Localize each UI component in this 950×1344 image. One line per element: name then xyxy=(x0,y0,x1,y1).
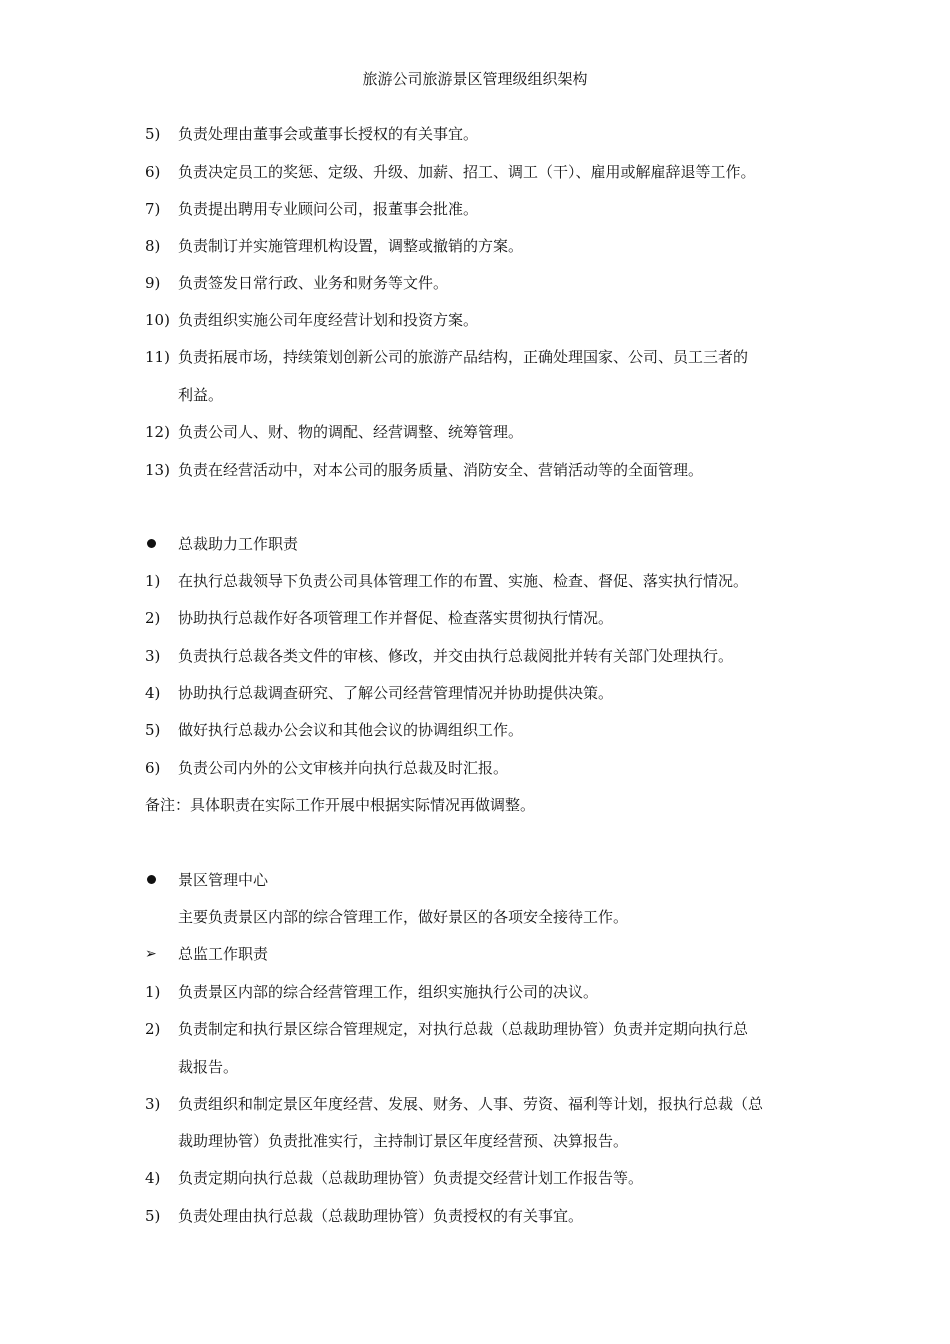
item-text: 负责在经营活动中，对本公司的服务质量、消防安全、营销活动等的全面管理。 xyxy=(178,461,704,479)
heading-text: 景区管理中心 xyxy=(178,871,269,889)
item-text: 负责签发日常行政、业务和财务等文件。 xyxy=(178,274,449,292)
item-number: 1) xyxy=(145,983,161,1001)
heading-text: 总裁助力工作职责 xyxy=(178,535,299,553)
item-text: 做好执行总裁办公会议和其他会议的协调组织工作。 xyxy=(178,721,524,739)
item-text: 协助执行总裁作好各项管理工作并督促、检查落实贯彻执行情况。 xyxy=(178,609,614,627)
item-text: 负责公司人、财、物的调配、经营调整、统筹管理。 xyxy=(178,423,524,441)
item-number: 5) xyxy=(145,125,161,143)
item-text: 负责制订并实施管理机构设置，调整或撤销的方案。 xyxy=(178,237,524,255)
item-continuation: 利益。 xyxy=(178,386,224,404)
item-number: 2) xyxy=(145,1020,161,1038)
item-text: 负责拓展市场，持续策划创新公司的旅游产品结构，正确处理国家、公司、员工三者的 xyxy=(178,348,749,366)
item-text: 负责公司内外的公文审核并向执行总裁及时汇报。 xyxy=(178,759,509,777)
bullet-icon xyxy=(147,875,156,884)
item-number: 8) xyxy=(145,237,161,255)
item-continuation: 裁报告。 xyxy=(178,1058,239,1076)
bullet-icon xyxy=(147,539,156,548)
note-text: 备注：具体职责在实际工作开展中根据实际情况再做调整。 xyxy=(145,796,536,814)
item-text: 负责执行总裁各类文件的审核、修改，并交由执行总裁阅批并转有关部门处理执行。 xyxy=(178,647,734,665)
item-number: 10) xyxy=(145,311,170,329)
item-number: 12) xyxy=(145,423,170,441)
item-number: 5) xyxy=(145,1207,161,1225)
item-text: 负责处理由执行总裁（总裁助理协管）负责授权的有关事宜。 xyxy=(178,1207,584,1225)
item-text: 在执行总裁领导下负责公司具体管理工作的布置、实施、检查、督促、落实执行情况。 xyxy=(178,572,749,590)
item-number: 4) xyxy=(145,684,161,702)
item-number: 9) xyxy=(145,274,161,292)
arrow-bullet-icon: ➢ xyxy=(145,946,157,962)
item-number: 2) xyxy=(145,609,161,627)
item-number: 6) xyxy=(145,163,161,181)
item-text: 负责组织和制定景区年度经营、发展、财务、人事、劳资、福利等计划，报执行总裁（总 xyxy=(178,1095,764,1113)
subheading-text: 总监工作职责 xyxy=(178,945,269,963)
item-number: 7) xyxy=(145,200,161,218)
item-text: 协助执行总裁调查研究、了解公司经营管理情况并协助提供决策。 xyxy=(178,684,614,702)
item-number: 3) xyxy=(145,647,161,665)
item-text: 负责定期向执行总裁（总裁助理协管）负责提交经营计划工作报告等。 xyxy=(178,1169,644,1187)
item-number: 13) xyxy=(145,461,170,479)
page-title: 旅游公司旅游景区管理级组织架构 xyxy=(362,70,588,88)
item-text: 负责景区内部的综合经营管理工作，组织实施执行公司的决议。 xyxy=(178,983,599,1001)
item-text: 负责组织实施公司年度经营计划和投资方案。 xyxy=(178,311,479,329)
item-text: 负责提出聘用专业顾问公司，报董事会批准。 xyxy=(178,200,479,218)
item-number: 3) xyxy=(145,1095,161,1113)
intro-text: 主要负责景区内部的综合管理工作，做好景区的各项安全接待工作。 xyxy=(178,908,629,926)
item-number: 4) xyxy=(145,1169,161,1187)
item-text: 负责处理由董事会或董事长授权的有关事宜。 xyxy=(178,125,479,143)
item-number: 11) xyxy=(145,348,170,366)
item-continuation: 裁助理协管）负责批准实行，主持制订景区年度经营预、决算报告。 xyxy=(178,1132,629,1150)
item-number: 5) xyxy=(145,721,161,739)
item-text: 负责制定和执行景区综合管理规定，对执行总裁（总裁助理协管）负责并定期向执行总 xyxy=(178,1020,749,1038)
item-text: 负责决定员工的奖惩、定级、升级、加薪、招工、调工（干）、雇用或解雇辞退等工作。 xyxy=(178,163,756,181)
item-number: 1) xyxy=(145,572,161,590)
item-number: 6) xyxy=(145,759,161,777)
